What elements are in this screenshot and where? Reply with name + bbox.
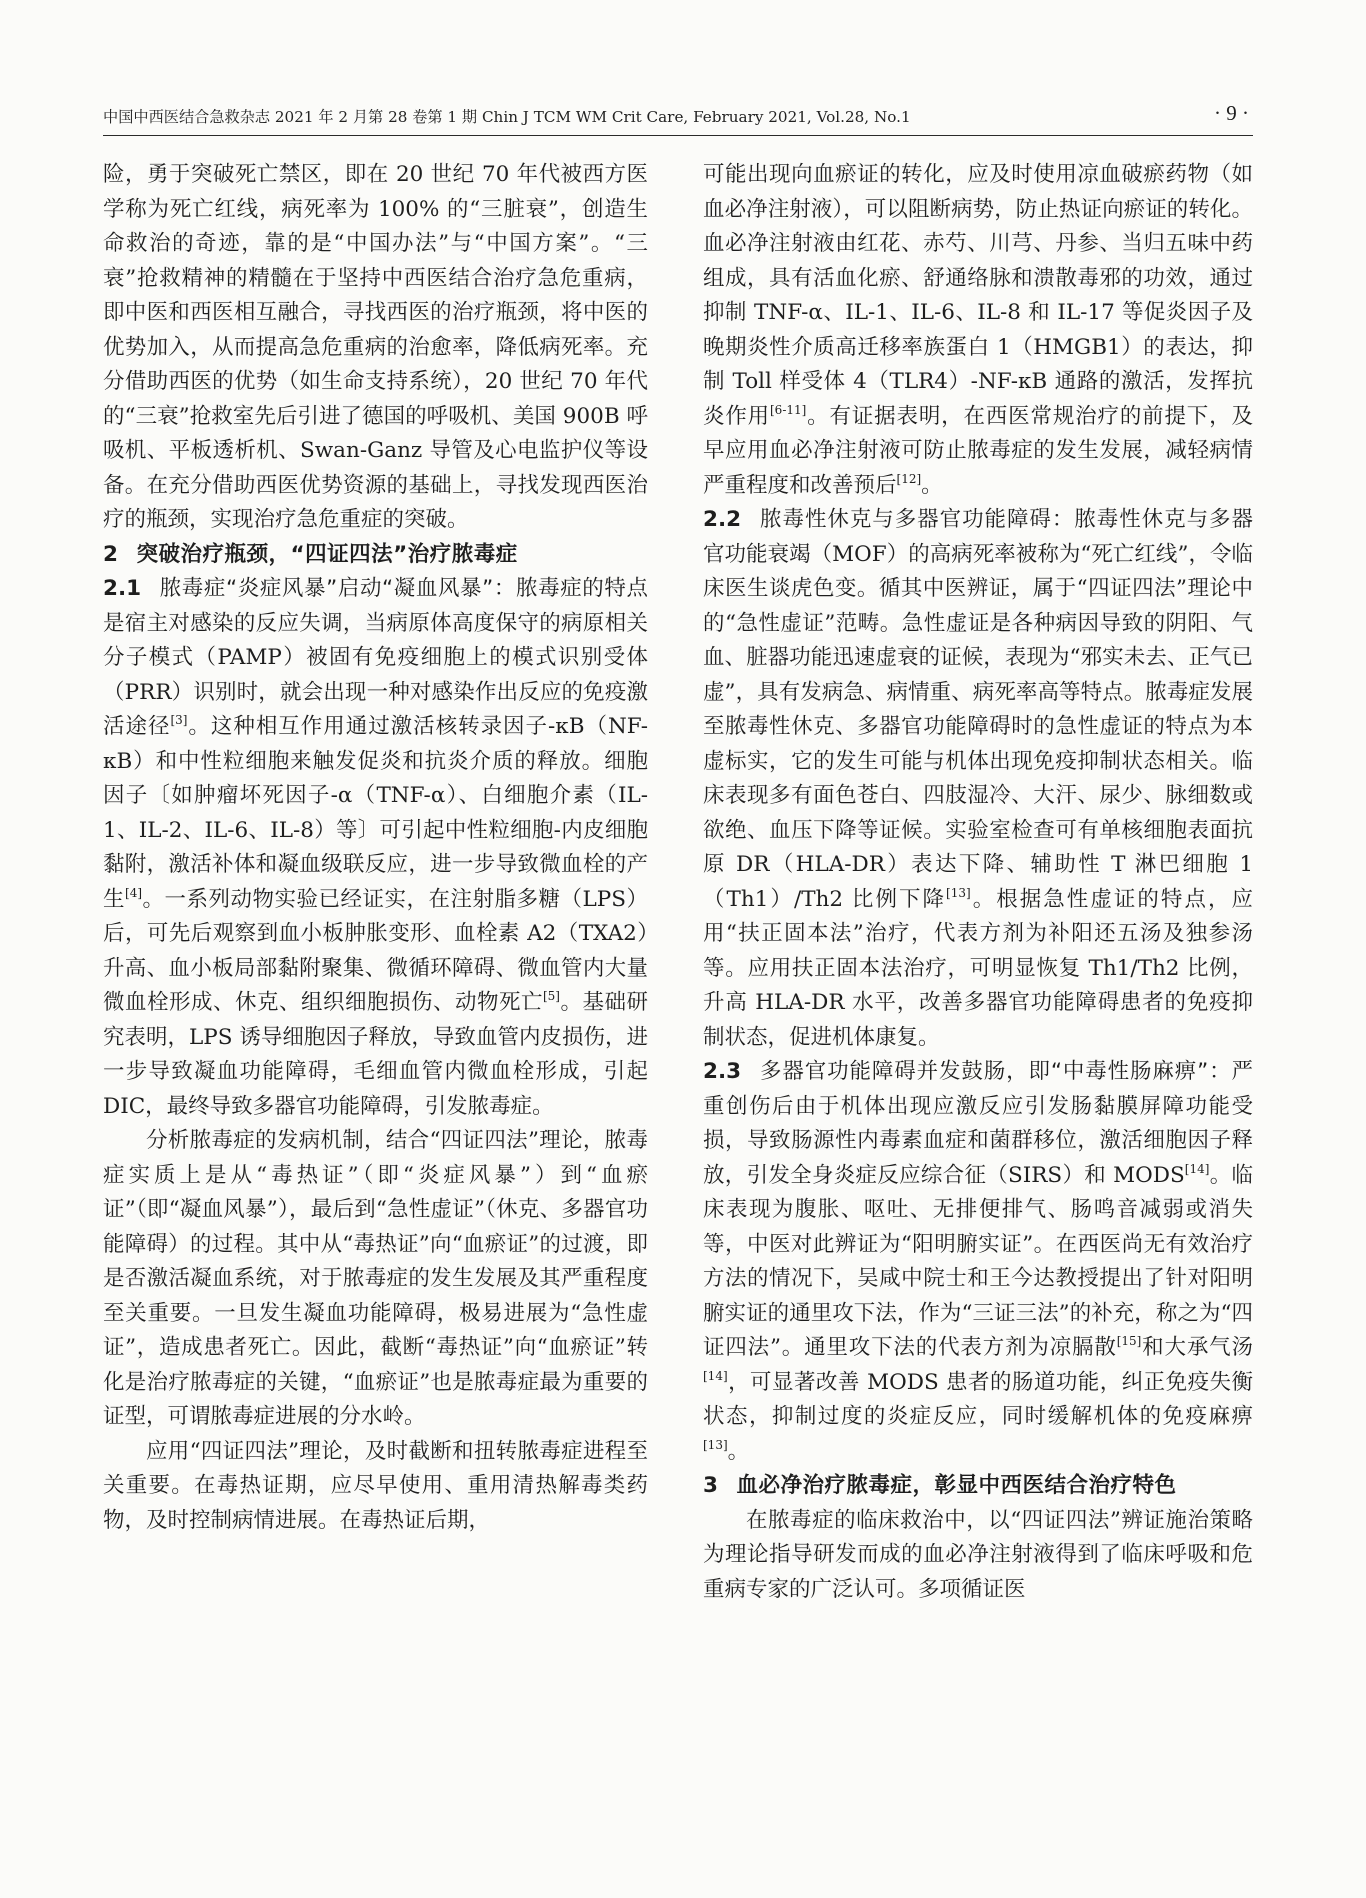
body-text: 。一系列动物实验已经证实，在注射脂多糖（LPS）后，可先后观察到血小板肿胀变形、血栓素 A2（TXA2）升高、血小板局部黏附聚集、微循环障碍、微血管内大量微血栓形成、休克、组织细胞损伤、动物死亡 (103, 886, 648, 1015)
citation-13: [13] (703, 1437, 728, 1452)
body-text: ，可显著改善 MODS 患者的肠道功能，纠正免疫失衡状态，抑制过度的炎症反应，同时缓解机体的免疫麻痹 (703, 1369, 1253, 1429)
citation-14: [14] (1184, 1161, 1210, 1176)
section-2-heading (103, 538, 648, 573)
citation-12: [12] (896, 471, 922, 486)
body-text: 。这种相互作用通过激活核转录因子-κB（NF-κB）和中性粒细胞来触发促炎和抗炎介质的释放。细胞因子〔如肿瘤坏死因子-α（TNF-α）、白细胞介素（IL-1、IL-2、IL-6、IL-8）等〕可引起中性粒细胞-内皮细胞黏附，激活补体和凝血级联反应，进一步导致微血栓的产生 (103, 714, 648, 912)
left-column (103, 158, 648, 1538)
subsection-title: 脓毒症“炎症风暴”启动“凝血风暴”： (159, 576, 516, 601)
citation-3: [3] (170, 713, 188, 727)
subsection-number: 2.1 (103, 576, 142, 601)
paragraph-continued: 险，勇于突破死亡禁区，即在 20 世纪 70 年代被西方医学称为死亡红线，病死率为 100% 的“三脏衰”，创造生命救治的奇迹，靠的是“中国办法”与“中国方案”。“三衰”抢救精神的精髓在于坚持中西医结合治疗急危重病，即中医和西医相互融合，寻找西医的治疗瓶颈，将中医的优势加入，从而提高急危重病的治愈率，降低病死率。充分借助西医的优势（如生命支持系统），20 世纪 70 年代的“三衰”抢救室先后引进了德国的呼吸机、美国 900B 呼吸机、平板透析机、Swan-Ganz 导管及心电监护仪等设备。在充分借助西医优势资源的基础上，寻找发现西医治疗的瓶颈，实现治疗急危重症的突破。 (103, 162, 648, 532)
body-text: 严重创伤后由于机体出现应激反应引发肠黏膜屏障功能受损，导致肠源性内毒素血症和菌群移位，激活细胞因子释放，引发全身炎症反应综合征（SIRS）和 MODS (703, 1059, 1253, 1188)
paragraph-application: 应用“四证四法”理论，及时截断和扭转脓毒症进程至关重要。在毒热证期，应尽早使用、重用清热解毒类药物，及时控制病情进展。在毒热证后期， (103, 1438, 648, 1533)
section-title: 血必净治疗脓毒症，彰显中西医结合治疗特色 (736, 1473, 1177, 1498)
body-text: 。根据急性虚证的特点，应用“扶正固本法”治疗，代表方剂为补阳还五汤及独参汤等。应用扶正固本法治疗，可明显恢复 Th1/Th2 比例，升高 HLA-DR 水平，改善多器官功能障碍患者的免疫抑制状态，促进机体康复。 (703, 886, 1253, 1050)
citation-13: [13] (946, 885, 971, 900)
paragraph-pathogenesis: 分析脓毒症的发病机制，结合“四证四法”理论，脓毒症实质上是从“毒热证”（即“炎症风暴”）到“血瘀证”（即“凝血风暴”），最后到“急性虚证”（休克、多器官功能障碍）的过程。其中从“毒热证”向“血瘀证”的过渡，即是否激活凝血系统，对于脓毒症的发生发展及其严重程度至关重要。一旦发生凝血功能障碍，极易进展为“急性虚证”，造成患者死亡。因此，截断“毒热证”向“血瘀证”转化是治疗脓毒症的关键，“血瘀证”也是脓毒症最为重要的证型，可谓脓毒症进展的分水岭。 (103, 1128, 648, 1429)
citation-5: [5] (542, 989, 560, 1003)
body-text: 。 (921, 472, 943, 498)
section-number: 2 (103, 541, 119, 567)
section-title: 突破治疗瓶颈，“四证四法”治疗脓毒症 (136, 541, 518, 567)
subsection-2-1 (103, 572, 648, 1124)
subsection-2-3 (703, 1055, 1253, 1469)
citation-14: [14] (703, 1368, 728, 1383)
page-number: · 9 · (1214, 101, 1249, 125)
subsection-number: 2.2 (703, 507, 742, 532)
subsection-number: 2.3 (703, 1059, 742, 1084)
body-text: 脓毒症的特点是宿主对感染的反应失调，当病原体高度保守的病原相关分子模式（PAMP）被固有免疫细胞上的模式识别受体（PRR）识别时，就会出现一种对感染作出反应的免疫激活途径 (103, 576, 648, 739)
paragraph-xuebijing (703, 158, 1253, 503)
body-text: 。临床表现为腹胀、呕吐、无排便排气、肠鸣音减弱或消失等，中医对此辨证为“阳明腑实证”。在西医尚无有效治疗方法的情况下，吴咸中院士和王今达教授提出了针对阳明腑实证的通里攻下法，作为“三证三法”的补充，称之为“四证四法”。通里攻下法的代表方剂为凉膈散 (703, 1162, 1253, 1360)
section-3-heading (703, 1469, 1253, 1504)
subsection-2-2 (703, 503, 1253, 1055)
citation-6-11: [6-11] (770, 402, 807, 417)
right-column (703, 158, 1253, 1607)
citation-15: [15] (1116, 1334, 1142, 1348)
section-number: 3 (703, 1473, 719, 1498)
subsection-title: 多器官功能障碍并发鼓肠，即“中毒性肠麻痹”： (759, 1059, 1232, 1084)
journal-header-title: 中国中西医结合急救杂志 2021 年 2 月第 28 卷第 1 期 Chin J TCM WM Crit Care, February 2021, Vol.28, No.1 (103, 108, 911, 126)
body-text: 。有证据表明，在西医常规治疗的前提下，及早应用血必净注射液可防止脓毒症的发生发展，减轻病情严重程度和改善预后 (703, 403, 1253, 498)
body-text: 。基础研究表明，LPS 诱导细胞因子释放，导致血管内皮损伤，进一步导致凝血功能障碍，毛细血管内微血栓形成，引起 DIC，最终导致多器官功能障碍，引发脓毒症。 (103, 990, 648, 1119)
body-text: 脓毒性休克与多器官功能衰竭（MOF）的高病死率被称为“死亡红线”，令临床医生谈虎色变。循其中医辨证，属于“四证四法”理论中的“急性虚证”范畴。急性虚证是各种病因导致的阴阳、气血、脏器功能迅速虚衰的证候，表现为“邪实未去、正气已虚”，具有发病急、病情重、病死率高等特点。脓毒症发展至脓毒性休克、多器官功能障碍时的急性虚证的特点为本虚标实，它的发生可能与机体出现免疫抑制状态相关。临床表现多有面色苍白、四肢湿冷、大汗、尿少、脉细数或欲绝、血压下降等证候。实验室检查可有单核细胞表面抗原 DR（HLA-DR）表达下降、辅助性 T 淋巴细胞 1（Th1）/Th2 比例下降 (703, 507, 1253, 912)
body-text: 可能出现向血瘀证的转化，应及时使用凉血破瘀药物（如血必净注射液），可以阻断病势，防止热证向瘀证的转化。血必净注射液由红花、赤芍、川芎、丹参、当归五味中药组成，具有活血化瘀、舒通络脉和溃散毒邪的功效，通过抑制 TNF-α、IL-1、IL-6、IL-8 和 IL-17 等促炎因子及晚期炎性介质高迁移率族蛋白 1（HMGB1）的表达，抑制 Toll 样受体 4（TLR4）-NF-κB 通路的激活，发挥抗炎作用 (703, 162, 1253, 429)
body-text: 。 (727, 1438, 750, 1464)
subsection-title: 脓毒性休克与多器官功能障碍： (759, 507, 1075, 532)
running-header (103, 101, 1253, 136)
body-text: 和大承气汤 (1141, 1335, 1253, 1360)
paragraph-section-3: 在脓毒症的临床救治中，以“四证四法”辨证施治策略为理论指导研发而成的血必净注射液得到了临床呼吸和危重病专家的广泛认可。多项循证医 (703, 1507, 1253, 1602)
citation-4: [4] (125, 885, 143, 900)
